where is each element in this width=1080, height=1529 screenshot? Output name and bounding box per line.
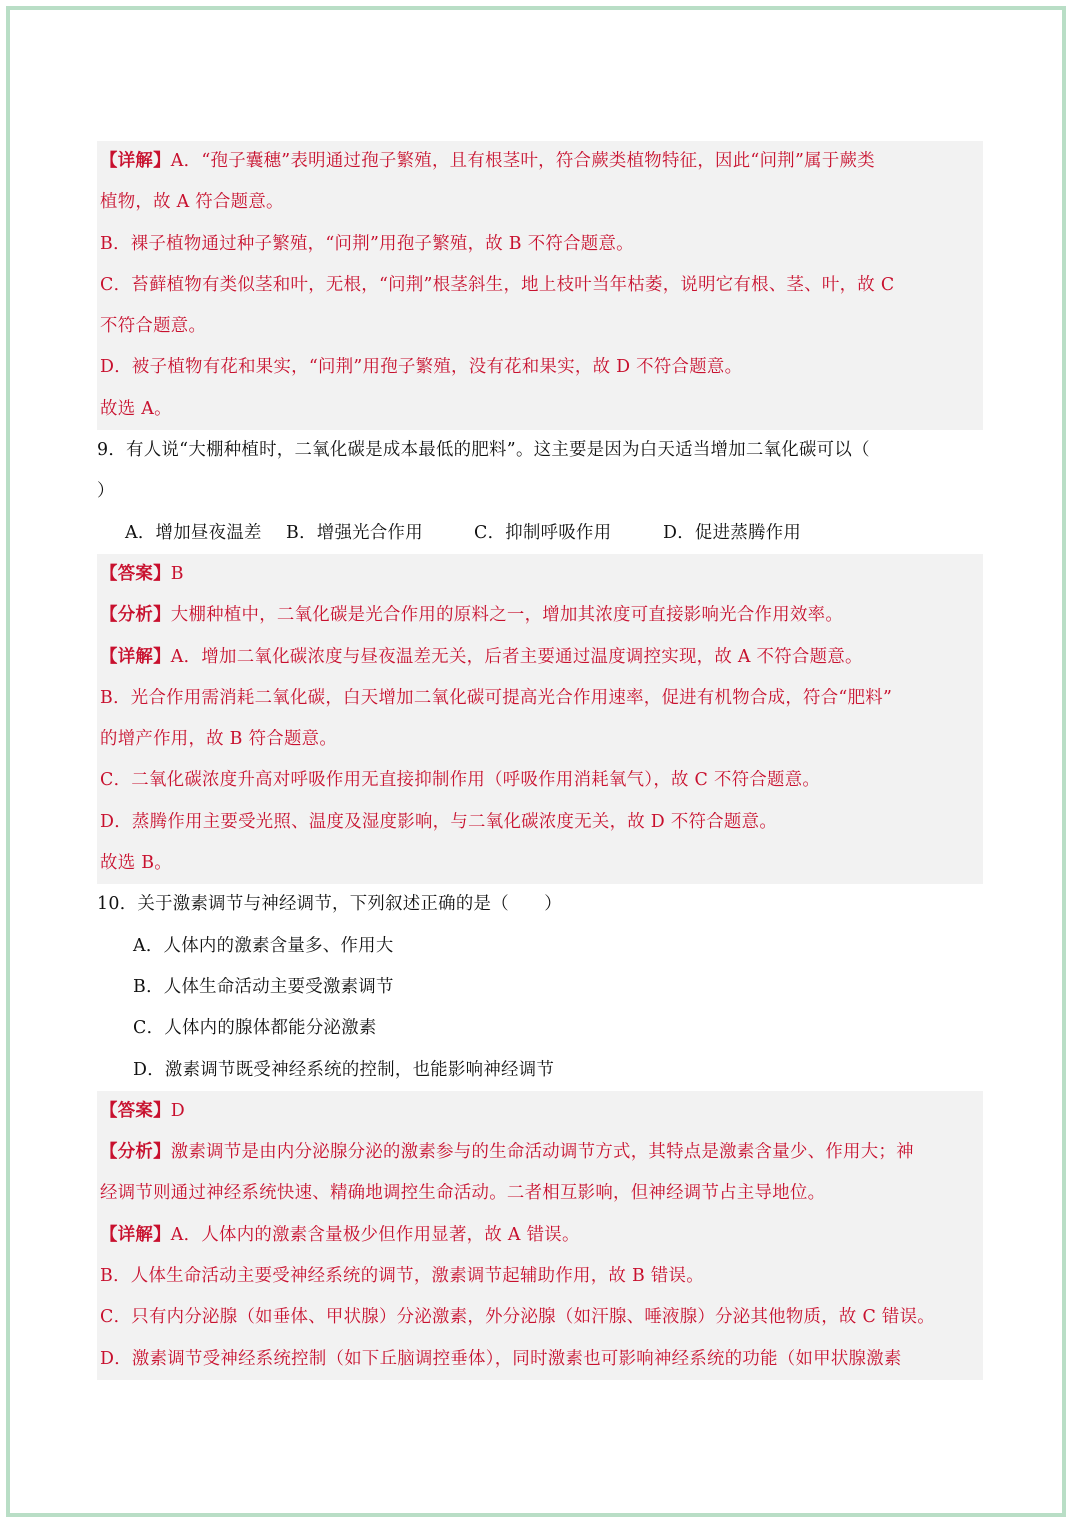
- q8-detail-line: 不符合题意。: [100, 316, 207, 337]
- q9-analysis: 【分析】大棚种植中，二氧化碳是光合作用的原料之一，增加其浓度可直接影响光合作用效率。: [100, 605, 844, 626]
- q10-option-c: C．人体内的腺体都能分泌激素: [133, 1018, 377, 1039]
- q10-stem: 10．关于激素调节与神经调节，下列叙述正确的是（ ）: [97, 894, 562, 915]
- q9-detail-line: B．光合作用需消耗二氧化碳，白天增加二氧化碳可提高光合作用速率，促进有机物合成，符合“肥料”: [100, 687, 893, 708]
- q10-detail-line: C．只有内分泌腺（如垂体、甲状腺）分泌激素，外分泌腺（如汗腺、唾液腺）分泌其他物质，故 C 错误。: [100, 1307, 935, 1328]
- q9-options: [97, 513, 983, 554]
- q9-answer: 【答案】B: [100, 563, 184, 584]
- analysis-tag: 【分析】: [100, 1142, 171, 1163]
- q10-detail-line: D．激素调节受神经系统控制（如下丘脑调控垂体），同时激素也可影响神经系统的功能（如甲状腺激素: [100, 1348, 902, 1369]
- q10-detail-line: B．人体生命活动主要受神经系统的调节，激素调节起辅助作用，故 B 错误。: [100, 1266, 704, 1287]
- q8-detail-line: 【详解】A．“孢子囊穗”表明通过孢子繁殖，且有根茎叶，符合蕨类植物特征，因此“问荆”属于蕨类: [100, 151, 875, 171]
- q9-option-d: D．促进蒸腾作用: [663, 522, 802, 543]
- q10-option-d: D．激素调节既受神经系统的控制，也能影响神经调节: [133, 1059, 555, 1080]
- q9-explanation-block: [97, 554, 983, 884]
- q9-stem: ）: [97, 481, 115, 502]
- q10-question: [97, 884, 983, 1090]
- q10-option-a: A．人体内的激素含量多、作用大: [133, 935, 394, 956]
- answer-tag: 【答案】: [100, 1100, 171, 1121]
- q9-question: [97, 430, 983, 554]
- answer-tag: 【答案】: [100, 563, 171, 584]
- q9-stem: 9．有人说“大棚种植时，二氧化碳是成本最低的肥料”。这主要是因为白天适当增加二氧化碳可以（: [97, 440, 870, 461]
- q9-detail-line: D．蒸腾作用主要受光照、温度及湿度影响，与二氧化碳浓度无关，故 D 不符合题意。: [100, 811, 778, 832]
- q9-detail-line: 【详解】A．增加二氧化碳浓度与昼夜温差无关，后者主要通过温度调控实现，故 A 不符合题意。: [100, 646, 863, 667]
- q10-explanation-block: [97, 1091, 983, 1380]
- q10-analysis: 【分析】激素调节是由内分泌腺分泌的激素参与的生命活动调节方式，其特点是激素含量少、作用大；神: [100, 1142, 914, 1163]
- q8-conclusion: 故选 A。: [100, 398, 172, 419]
- q8-detail-line: B．裸子植物通过种子繁殖，“问荆”用孢子繁殖，故 B 不符合题意。: [100, 233, 634, 254]
- document-content: [97, 141, 983, 1380]
- q8-detail-line: 植物，故 A 符合题意。: [100, 192, 284, 213]
- q9-conclusion: 故选 B。: [100, 853, 172, 874]
- q8-detail-line: D．被子植物有花和果实，“问荆”用孢子繁殖，没有花和果实，故 D 不符合题意。: [100, 357, 743, 378]
- detail-tag: 【详解】: [100, 646, 171, 667]
- detail-tag: 【详解】: [100, 151, 171, 171]
- q8-detail-line: C．苔藓植物有类似茎和叶，无根，“问荆”根茎斜生，地上枝叶当年枯萎，说明它有根、茎、叶，故 C: [100, 274, 895, 295]
- q8-explanation-block: [97, 141, 983, 430]
- q9-option-a: A．增加昼夜温差: [125, 522, 262, 543]
- q10-option-b: B．人体生命活动主要受激素调节: [133, 976, 394, 997]
- q9-detail-line: 的增产作用，故 B 符合题意。: [100, 729, 338, 750]
- q10-analysis-line: 经调节则通过神经系统快速、精确地调控生命活动。二者相互影响，但神经调节占主导地位。: [100, 1183, 826, 1204]
- q9-option-c: C．抑制呼吸作用: [474, 522, 612, 543]
- q10-answer: 【答案】D: [100, 1100, 186, 1121]
- q9-detail-line: C．二氧化碳浓度升高对呼吸作用无直接抑制作用（呼吸作用消耗氧气），故 C 不符合题意。: [100, 770, 821, 791]
- detail-tag: 【详解】: [100, 1224, 171, 1245]
- q10-detail-line: 【详解】A．人体内的激素含量极少但作用显著，故 A 错误。: [100, 1224, 580, 1245]
- q9-option-b: B．增强光合作用: [286, 522, 423, 543]
- analysis-tag: 【分析】: [100, 605, 171, 626]
